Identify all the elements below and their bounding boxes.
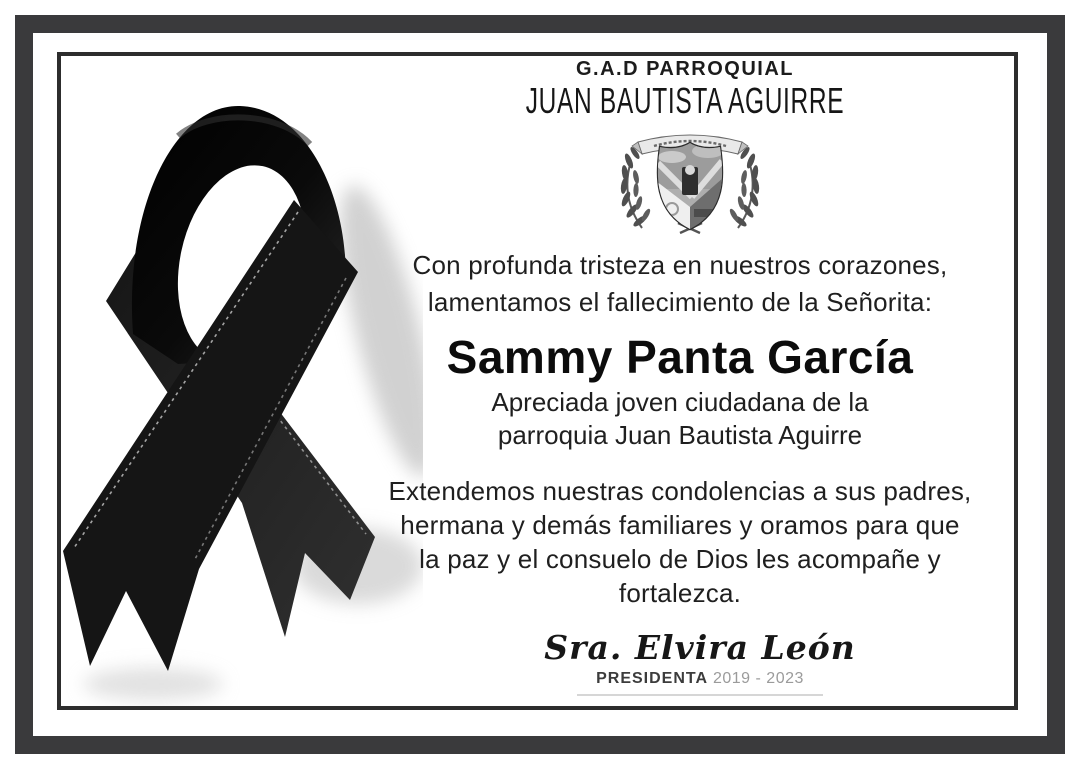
intro-paragraph — [350, 247, 1010, 321]
org-name: G.A.D PARROQUIAL — [575, 58, 795, 80]
subtitle-line-2: parroquia Juan Bautista Aguirre — [497, 420, 863, 450]
intro-line-1: Con profunda tristeza en nuestros corazones, — [412, 250, 948, 280]
body-line-4: fortalezca. — [618, 578, 742, 608]
parish-crest-icon — [610, 124, 770, 238]
body-line-3: la paz y el consuelo de Dios les acompañe y — [419, 544, 941, 574]
signature-role: PRESIDENTA — [596, 670, 709, 687]
intro-line-2: lamentamos el fallecimiento de la Señorita: — [427, 287, 933, 317]
condolence-paragraph — [350, 474, 1010, 610]
header — [380, 58, 990, 119]
signature-block — [430, 628, 970, 696]
body-line-1: Extendemos nuestras condolencias a sus padres, — [388, 476, 972, 506]
signature-years: 2019 - 2023 — [712, 670, 804, 687]
signature-title-line — [430, 670, 970, 688]
deceased-name: Sammy Panta García — [446, 331, 914, 383]
body-line-2: hermana y demás familiares y oramos para que — [400, 510, 960, 540]
signature-name: Sra. Elvira León — [544, 628, 856, 667]
parish-name: JUAN BAUTISTA AGUIRRE — [525, 80, 845, 121]
subtitle — [350, 386, 1010, 452]
signature-rule — [577, 694, 823, 696]
subtitle-line-1: Apreciada joven ciudadana de la — [491, 387, 869, 417]
